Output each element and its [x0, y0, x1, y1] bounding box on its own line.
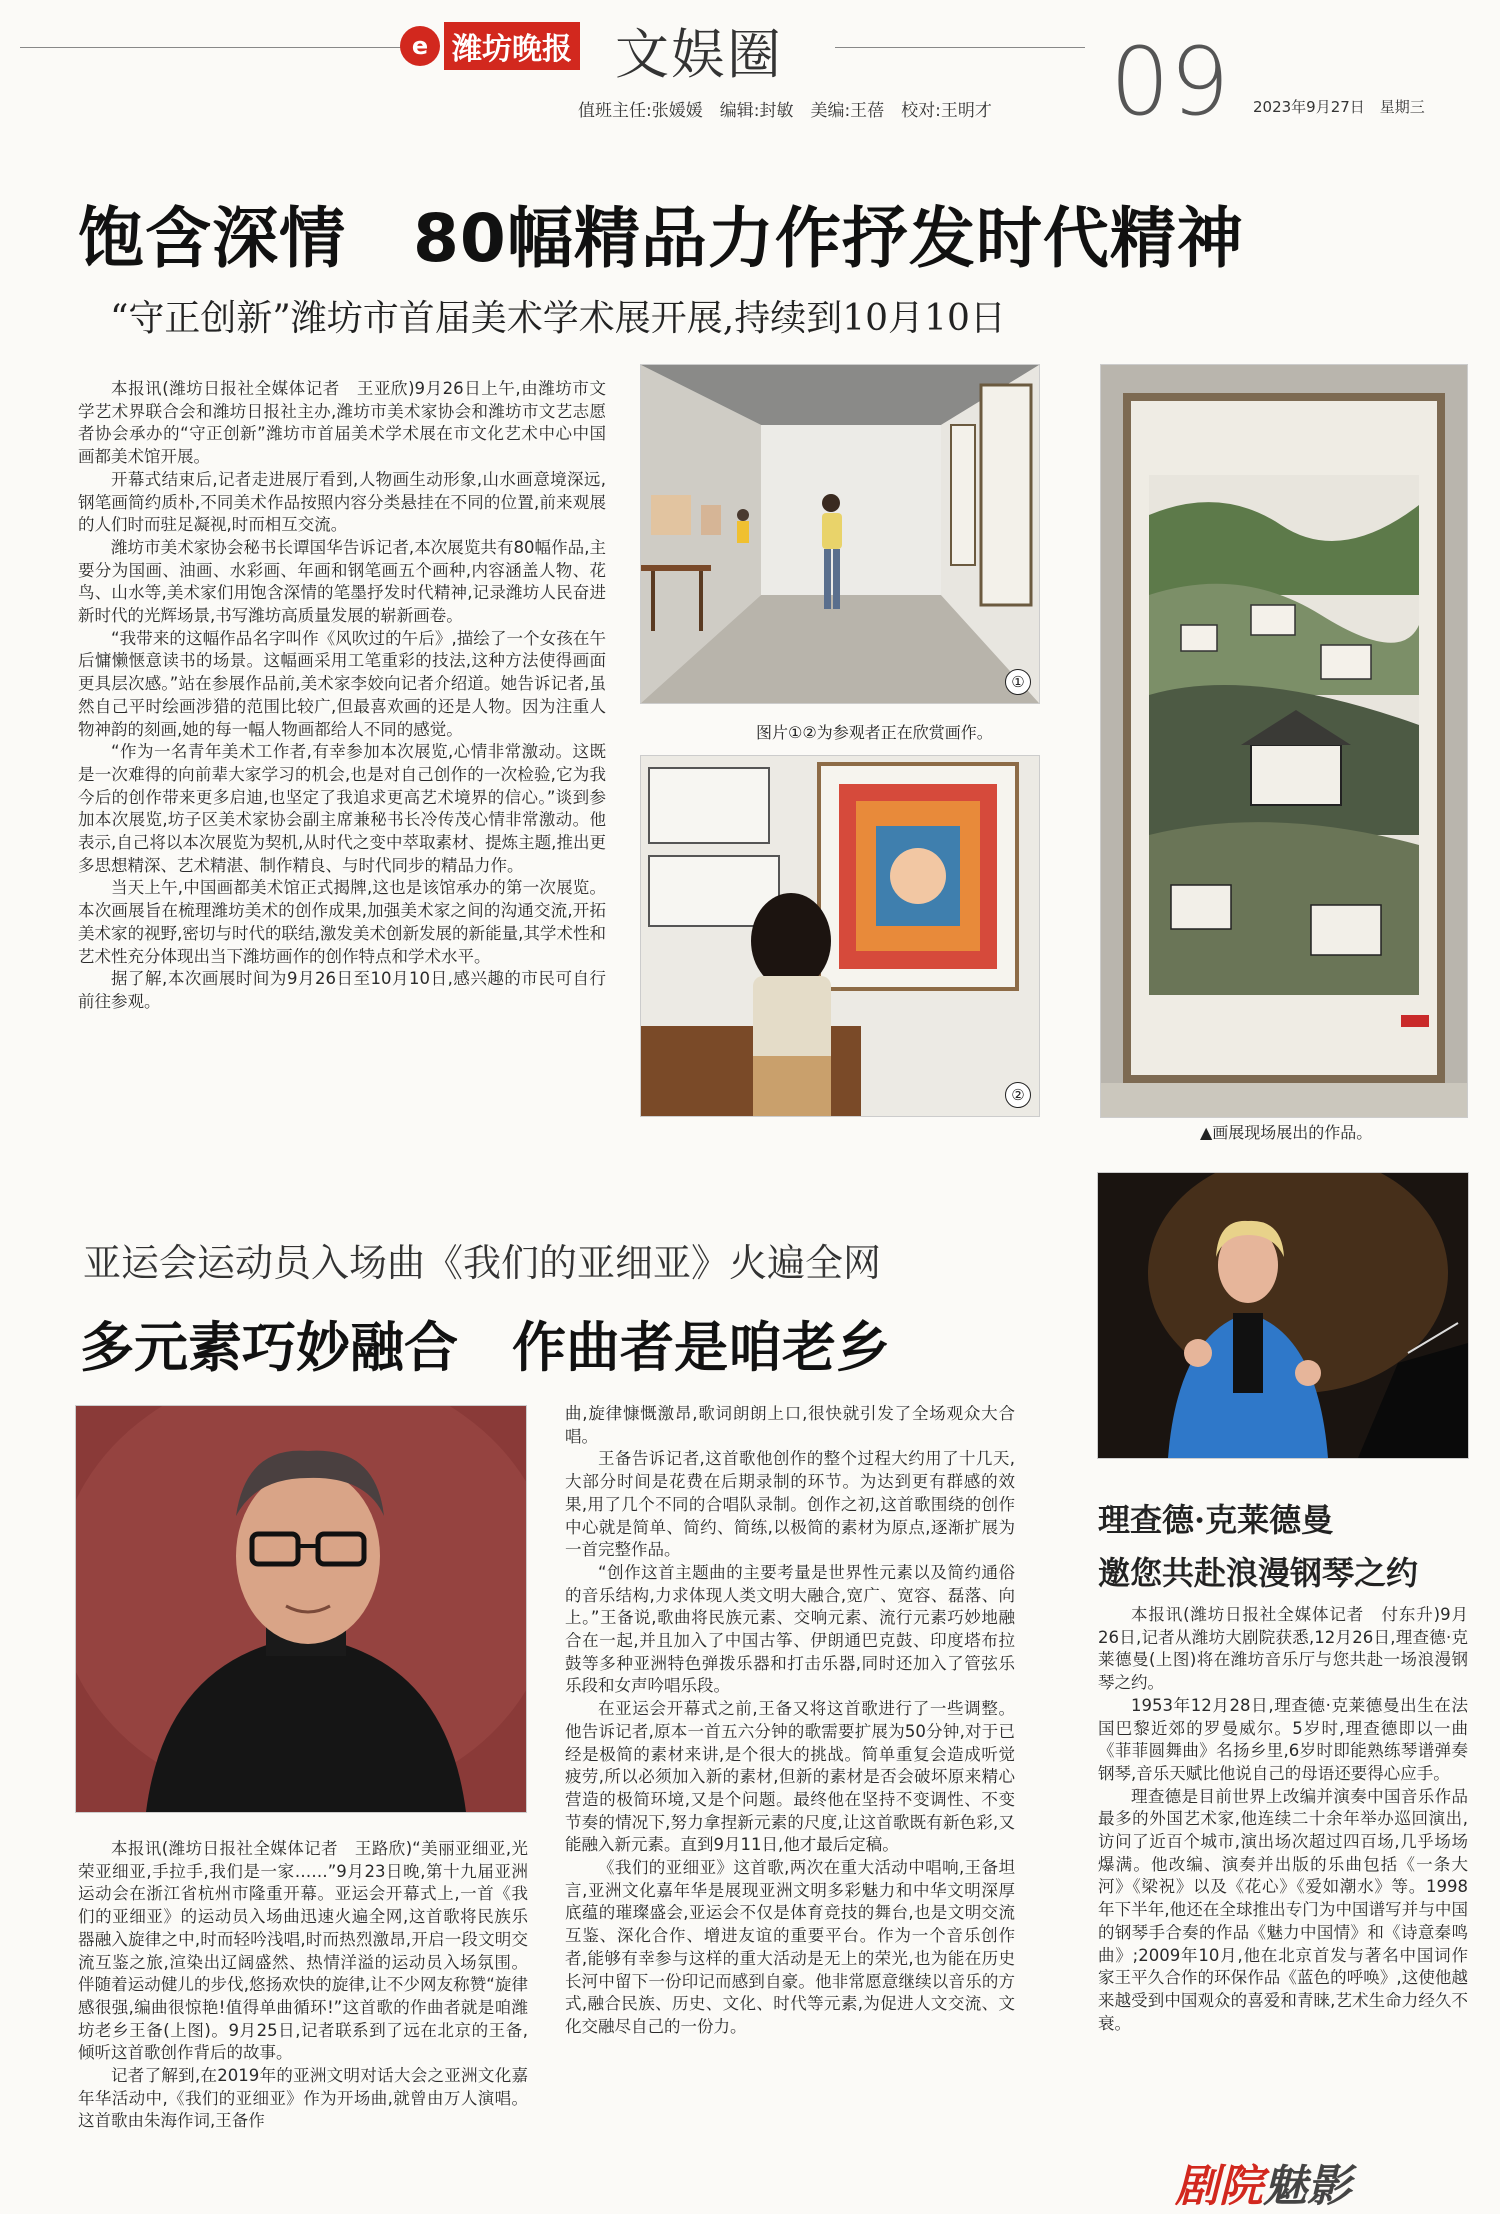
paper-logo: [400, 22, 580, 70]
article2-paragraph: 《我们的亚细亚》这首歌,两次在重大活动中唱响,王备坦言,亚洲文化嘉年华是展现亚洲文明多彩魅力和中华文明深厚底蕴的璀璨盛会,亚运会不仅是体育竞技的舞台,也是文明交流互鉴、深化合作、增进友谊的重要平台。作为一个音乐创作者,能够有幸参与这样的重大活动是无上的荣光,也为能在历史长河中留下一份印记而感到自豪。他非常愿意继续以音乐的方式,融合民族、历史、文化、时代等元素,为促进人文交流、文化交融尽自己的一份力。: [565, 1858, 1015, 2036]
painting-photo-image: [1101, 365, 1467, 1117]
paper-name: 潍坊晚报: [444, 22, 580, 70]
article2-paragraph: 本报讯(潍坊日报社全媒体记者 王路欣)“美丽亚细亚,光荣亚细亚,手拉手,我们是一家……”9月23日晚,第十九届亚洲运动会在浙江省杭州市隆重开幕。亚运会开幕式上,一首《我们的亚细亚》的运动员入场曲迅速火遍全网,这首歌将民族乐器融入旋律之中,时而轻吟浅唱,时而热烈激昂,开启一段文明交流互鉴之旅,渲染出辽阔盛然、热情洋溢的运动员入场氛围。伴随着运动健儿的步伐,悠扬欢快的旋律,让不少网友称赞“旋律感很强,编曲很惊艳!值得单曲循环!”这首歌的作曲者就是咱潍坊老乡王备(上图)。9月25日,记者联系到了远在北京的王备,倾听这首歌创作背后的故事。: [78, 1839, 528, 2063]
article1-paragraph: 开幕式结束后,记者走进展厅看到,人物画生动形象,山水画意境深远,钢笔画简约质朴,不同美术作品按照内容分类悬挂在不同的位置,前来观展的人们时而驻足凝视,时而相互交流。: [78, 469, 606, 535]
article2-paragraph: “创作这首主题曲的主要考量是世界性元素以及简约通俗的音乐结构,力求体现人类文明大融合,宽广、宽容、磊落、向上。”王备说,歌曲将民族元素、交响元素、流行元素巧妙地融合在一起,并且加入了中国古筝、伊朗通巴克鼓、印度塔布拉鼓等多种亚洲特色弹拨乐器和打击乐器,同时还加入了管弦乐乐段和女声吟唱乐段。: [565, 1562, 1015, 1696]
article1-paragraph: 当天上午,中国画都美术馆正式揭牌,这也是该馆承办的第一次展览。本次画展旨在梳理潍坊美术的创作成果,加强美术家之间的沟通交流,开拓美术家的视野,密切与时代的联结,激发美术创新发展的新能量,其学术性和艺术性充分体现出当下潍坊画作的创作特点和学术水平。: [78, 878, 606, 966]
composer-portrait: [75, 1405, 527, 1813]
composer-portrait-image: [76, 1406, 526, 1812]
article3-paragraph: 1953年12月28日,理查德·克莱德曼出生在法国巴黎近郊的罗曼威尔。5岁时,理查德即以一曲《菲菲圆舞曲》名扬乡里,6岁时即能熟练琴谱弹奏钢琴,音乐天赋比他说自己的母语还要得心应手。: [1098, 1695, 1468, 1783]
article2-headline: 多元素巧妙融合 作曲者是咱老乡: [80, 1316, 890, 1379]
article3-paragraph: 理查德是目前世界上改编并演奏中国音乐作品最多的外国艺术家,他连续二十余年举办巡回演出,访问了近百个城市,演出场次超过四百场,几乎场场爆满。他改编、演奏并出版的乐曲包括《一条大河》《梁祝》以及《花心》《爱如潮水》等。1998年下半年,他还在全球推出专门为中国谱写并与中国的钢琴手合奏的作品《魅力中国情》和《诗意秦鸣曲》;2009年10月,他在北京首发与著名中国词作家王平久合作的环保作品《蓝色的呼唤》,这使他越来越受到中国观众的喜爱和青睐,艺术生命力经久不衰。: [1098, 1786, 1468, 2033]
pianist-photo-image: [1098, 1173, 1468, 1458]
photo-number-1: ①: [1005, 669, 1031, 695]
masthead-rule-right: [835, 47, 1085, 48]
page-number: 09: [1110, 28, 1230, 137]
painting-caption: ▲画展现场展出的作品。: [1200, 1123, 1373, 1142]
paper-logo-icon: e: [400, 26, 440, 66]
masthead-rule-left: [20, 47, 410, 48]
gallery-photo-2-image: [641, 756, 1039, 1116]
article2-paragraph: 记者了解到,在2019年的亚洲文明对话大会之亚洲文化嘉年华活动中,《我们的亚细亚》作为开场曲,就曾由万人演唱。这首歌由朱海作词,王备作: [78, 2066, 528, 2131]
column-logo-part1: 剧院: [1175, 2161, 1263, 2212]
photos-caption: 图片①②为参观者正在欣赏画作。: [756, 723, 993, 742]
article2-paragraph: 王备告诉记者,这首歌他创作的整个过程大约用了十几天,大部分时间是花费在后期录制的环节。为达到更有群感的效果,用了几个不同的合唱队录制。创作之初,这首歌围绕的创作中心就是简单、简约、简练,以极简的素材为原点,逐渐扩展为一首完整作品。: [565, 1449, 1015, 1560]
article3-headline-line1: 理查德·克莱德曼: [1098, 1501, 1334, 1539]
article2-paragraph: 曲,旋律慷慨激昂,歌词朗朗上口,很快就引发了全场观众大合唱。: [565, 1404, 1015, 1446]
article2-left-column: [78, 1838, 528, 2133]
pianist-photo: [1097, 1172, 1469, 1459]
article1-paragraph: 潍坊市美术家协会秘书长谭国华告诉记者,本次展览共有80幅作品,主要分为国画、油画、水彩画、年画和钢笔画五个画种,内容涵盖人物、花鸟、山水等,美术家们用饱含深情的笔墨抒发时代精神,记录潍坊人民奋进新时代的光辉场景,书写潍坊高质量发展的崭新画卷。: [78, 537, 606, 626]
article1-paragraph: 据了解,本次画展时间为9月26日至10月10日,感兴趣的市民可自行前往参观。: [78, 969, 606, 1011]
gallery-photo-2: [640, 755, 1040, 1117]
article3-headline-line2: 邀您共赴浪漫钢琴之约: [1098, 1554, 1419, 1592]
gallery-photo-1: [640, 364, 1040, 704]
staff-credits: 值班主任:张媛媛 编辑:封敏 美编:王蓓 校对:王明才: [578, 101, 992, 121]
article3-paragraph: 本报讯(潍坊日报社全媒体记者 付东升)9月26日,记者从潍坊大剧院获悉,12月26日,理查德·克莱德曼(上图)将在潍坊音乐厅与您共赴一场浪漫钢琴之约。: [1098, 1605, 1468, 1693]
column-logo: [1175, 2150, 1351, 2214]
article3-body: [1098, 1604, 1468, 2035]
article2-kicker: 亚运会运动员入场曲《我们的亚细亚》火遍全网: [83, 1241, 882, 1285]
article1-headline: 饱含深情 80幅精品力作抒发时代精神: [78, 200, 1244, 277]
photo-number-2: ②: [1005, 1082, 1031, 1108]
gallery-photo-1-image: [641, 365, 1039, 703]
article1-subheadline: “守正创新”潍坊市首届美术学术展开展,持续到10月10日: [110, 298, 1006, 339]
article2-right-column: [565, 1403, 1015, 2039]
article1-paragraph: “我带来的这幅作品名字叫作《风吹过的午后》,描绘了一个女孩在午后慵懒惬意读书的场景。这幅画采用工笔重彩的技法,这种方法使得画面更具层次感。”站在参展作品前,美术家李姣向记者介绍道。她告诉记者,虽然自己平时绘画涉猎的范围比较广,但最喜欢画的还是人物。因为注重人物神韵的刻画,她的每一幅人物画都给人不同的感觉。: [78, 628, 606, 739]
painting-photo: [1100, 364, 1468, 1118]
column-logo-part2: 魅影: [1263, 2161, 1351, 2212]
article1-paragraph: “作为一名青年美术工作者,有幸参加本次展览,心情非常激动。这既是一次难得的向前辈大家学习的机会,也是对自己创作的一次检验,它为我今后的创作带来更多启迪,也坚定了我追求更高艺术境界的信心。”谈到参加本次展览,坊子区美术家协会副主席兼秘书长冷传茂心情非常激动。他表示,自己将以本次展览为契机,从时代之变中萃取素材、提炼主题,推出更多思想精深、艺术精湛、制作精良、与时代同步的精品力作。: [78, 742, 606, 875]
issue-date: 2023年9月27日 星期三: [1253, 98, 1425, 116]
article2-paragraph: 在亚运会开幕式之前,王备又将这首歌进行了一些调整。他告诉记者,原本一首五六分钟的歌需要扩展为50分钟,对于已经是极简的素材来讲,是个很大的挑战。简单重复会造成听觉疲劳,所以必须加入新的素材,但新的素材是否会破坏原来精心营造的极简环境,又是个问题。最终他在坚持不变调性、不变节奏的情况下,努力拿捏新元素的尺度,让这首歌既有新色彩,又能融入新元素。直到9月11日,他才最后定稿。: [565, 1699, 1015, 1855]
article1-paragraph: 本报讯(潍坊日报社全媒体记者 王亚欣)9月26日上午,由潍坊市文学艺术界联合会和潍坊日报社主办,潍坊市美术家协会和潍坊市文艺志愿者协会承办的“守正创新”潍坊市首届美术学术展在市文化艺术中心中国画都美术馆开展。: [78, 379, 606, 467]
section-title: 文娱圈: [615, 23, 783, 86]
article1-body: [78, 378, 606, 1014]
